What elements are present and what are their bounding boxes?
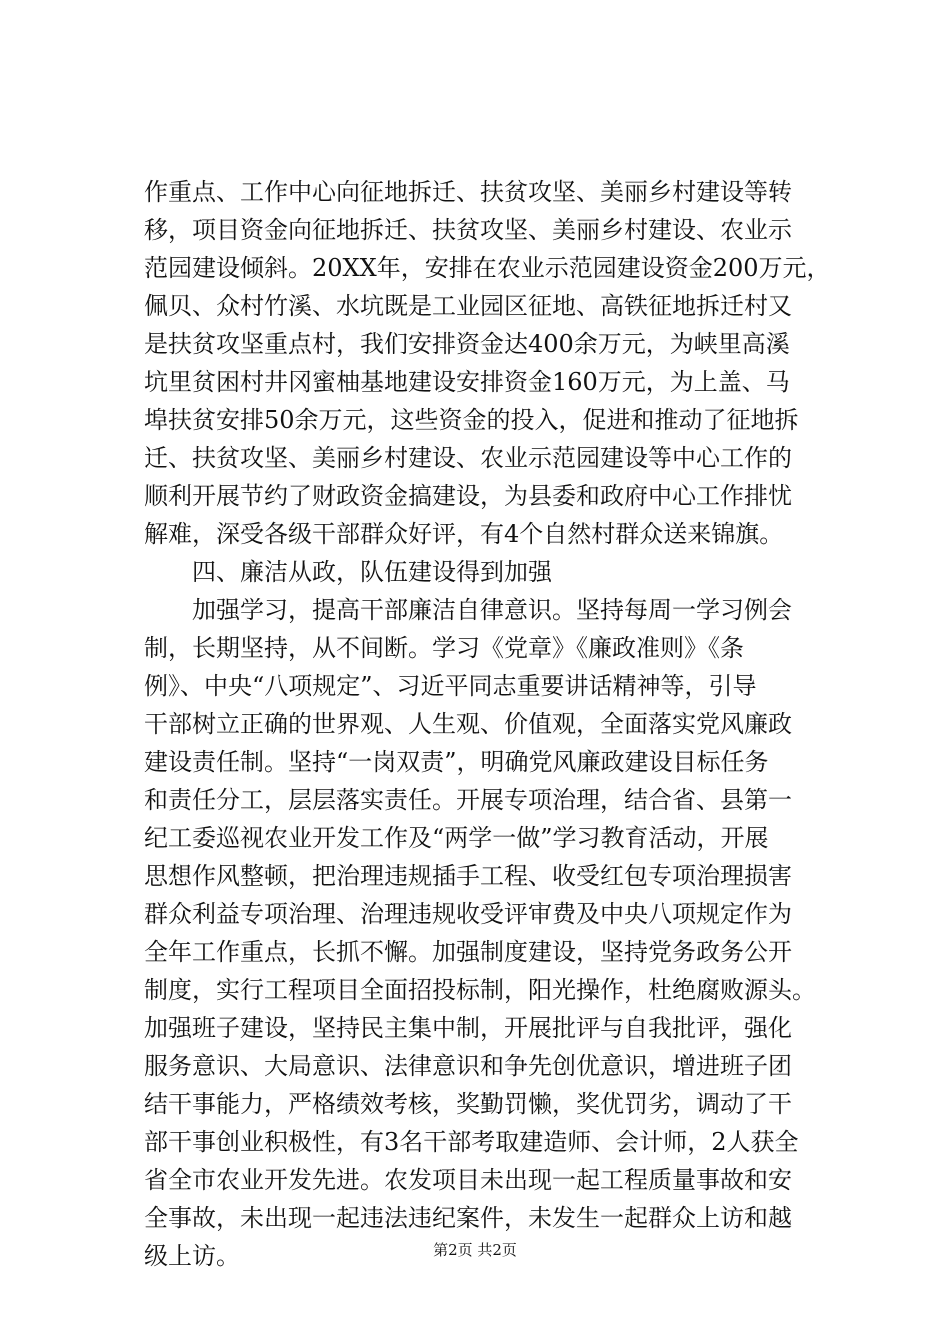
text-line: 埠扶贫安排50余万元，这些资金的投入，促进和推动了征地拆 [144,406,799,434]
text-line: 迁、扶贫攻坚、美丽乡村建设、农业示范园建设等中心工作的 [144,444,792,472]
text-line: 范园建设倾斜。20XX年，安排在农业示范园建设资金200万元， [144,254,831,282]
text-line: 加强班子建设，坚持民主集中制，开展批评与自我批评，强化 [144,1014,792,1042]
text-line: 群众利益专项治理、治理违规收受评审费及中央八项规定作为 [144,900,792,928]
text-line: 解难，深受各级干部群众好评，有4个自然村群众送来锦旗。 [144,520,784,548]
document-body [144,173,834,1275]
text-line: 部干事创业积极性，有3名干部考取建造师、会计师，2人获全 [144,1128,799,1156]
text-line: 结干事能力，严格绩效考核，奖勤罚懒，奖优罚劣，调动了干 [144,1090,792,1118]
text-line: 和责任分工，层层落实责任。开展专项治理，结合省、县第一 [144,786,792,814]
text-line: 思想作风整顿，把治理违规插手工程、收受红包专项治理损害 [144,862,792,890]
text-line: 制，长期坚持，从不间断。学习《党章》《廉政准则》《条 [144,634,744,662]
text-line: 制度，实行工程项目全面招投标制，阳光操作，杜绝腐败源头。 [144,976,816,1004]
text-line: 服务意识、大局意识、法律意识和争先创优意识，增进班子团 [144,1052,792,1080]
text-line: 坑里贫困村井冈蜜柚基地建设安排资金160万元，为上盖、马 [144,368,790,396]
text-line: 全事故，未出现一起违法违纪案件，未发生一起群众上访和越 [144,1204,792,1232]
text-line: 级上访。 [144,1242,240,1270]
text-line: 全年工作重点，长抓不懈。加强制度建设，坚持党务政务公开 [144,938,792,966]
text-line: 建设责任制。坚持“一岗双责”，明确党风廉政建设目标任务 [144,748,769,776]
text-line: 加强学习，提高干部廉洁自律意识。坚持每周一学习例会 [144,596,792,624]
text-line: 移，项目资金向征地拆迁、扶贫攻坚、美丽乡村建设、农业示 [144,216,792,244]
section-heading: 四、廉洁从政，队伍建设得到加强 [144,558,552,586]
text-line: 干部树立正确的世界观、人生观、价值观，全面落实党风廉政 [144,710,792,738]
page-footer: 第2页 共2页 [433,1241,517,1259]
text-line: 是扶贫攻坚重点村，我们安排资金达400余万元，为峡里高溪 [144,330,790,358]
text-line: 佩贝、众村竹溪、水坑既是工业园区征地、高铁征地拆迁村又 [144,292,792,320]
text-line: 省全市农业开发先进。农发项目未出现一起工程质量事故和安 [144,1166,792,1194]
text-line: 作重点、工作中心向征地拆迁、扶贫攻坚、美丽乡村建设等转 [144,178,792,206]
text-line: 顺利开展节约了财政资金搞建设，为县委和政府中心工作排忧 [144,482,792,510]
text-line: 例》、中央“八项规定”、习近平同志重要讲话精神等，引导 [144,672,757,700]
text-line: 纪工委巡视农业开发工作及“两学一做”学习教育活动，开展 [144,824,769,852]
